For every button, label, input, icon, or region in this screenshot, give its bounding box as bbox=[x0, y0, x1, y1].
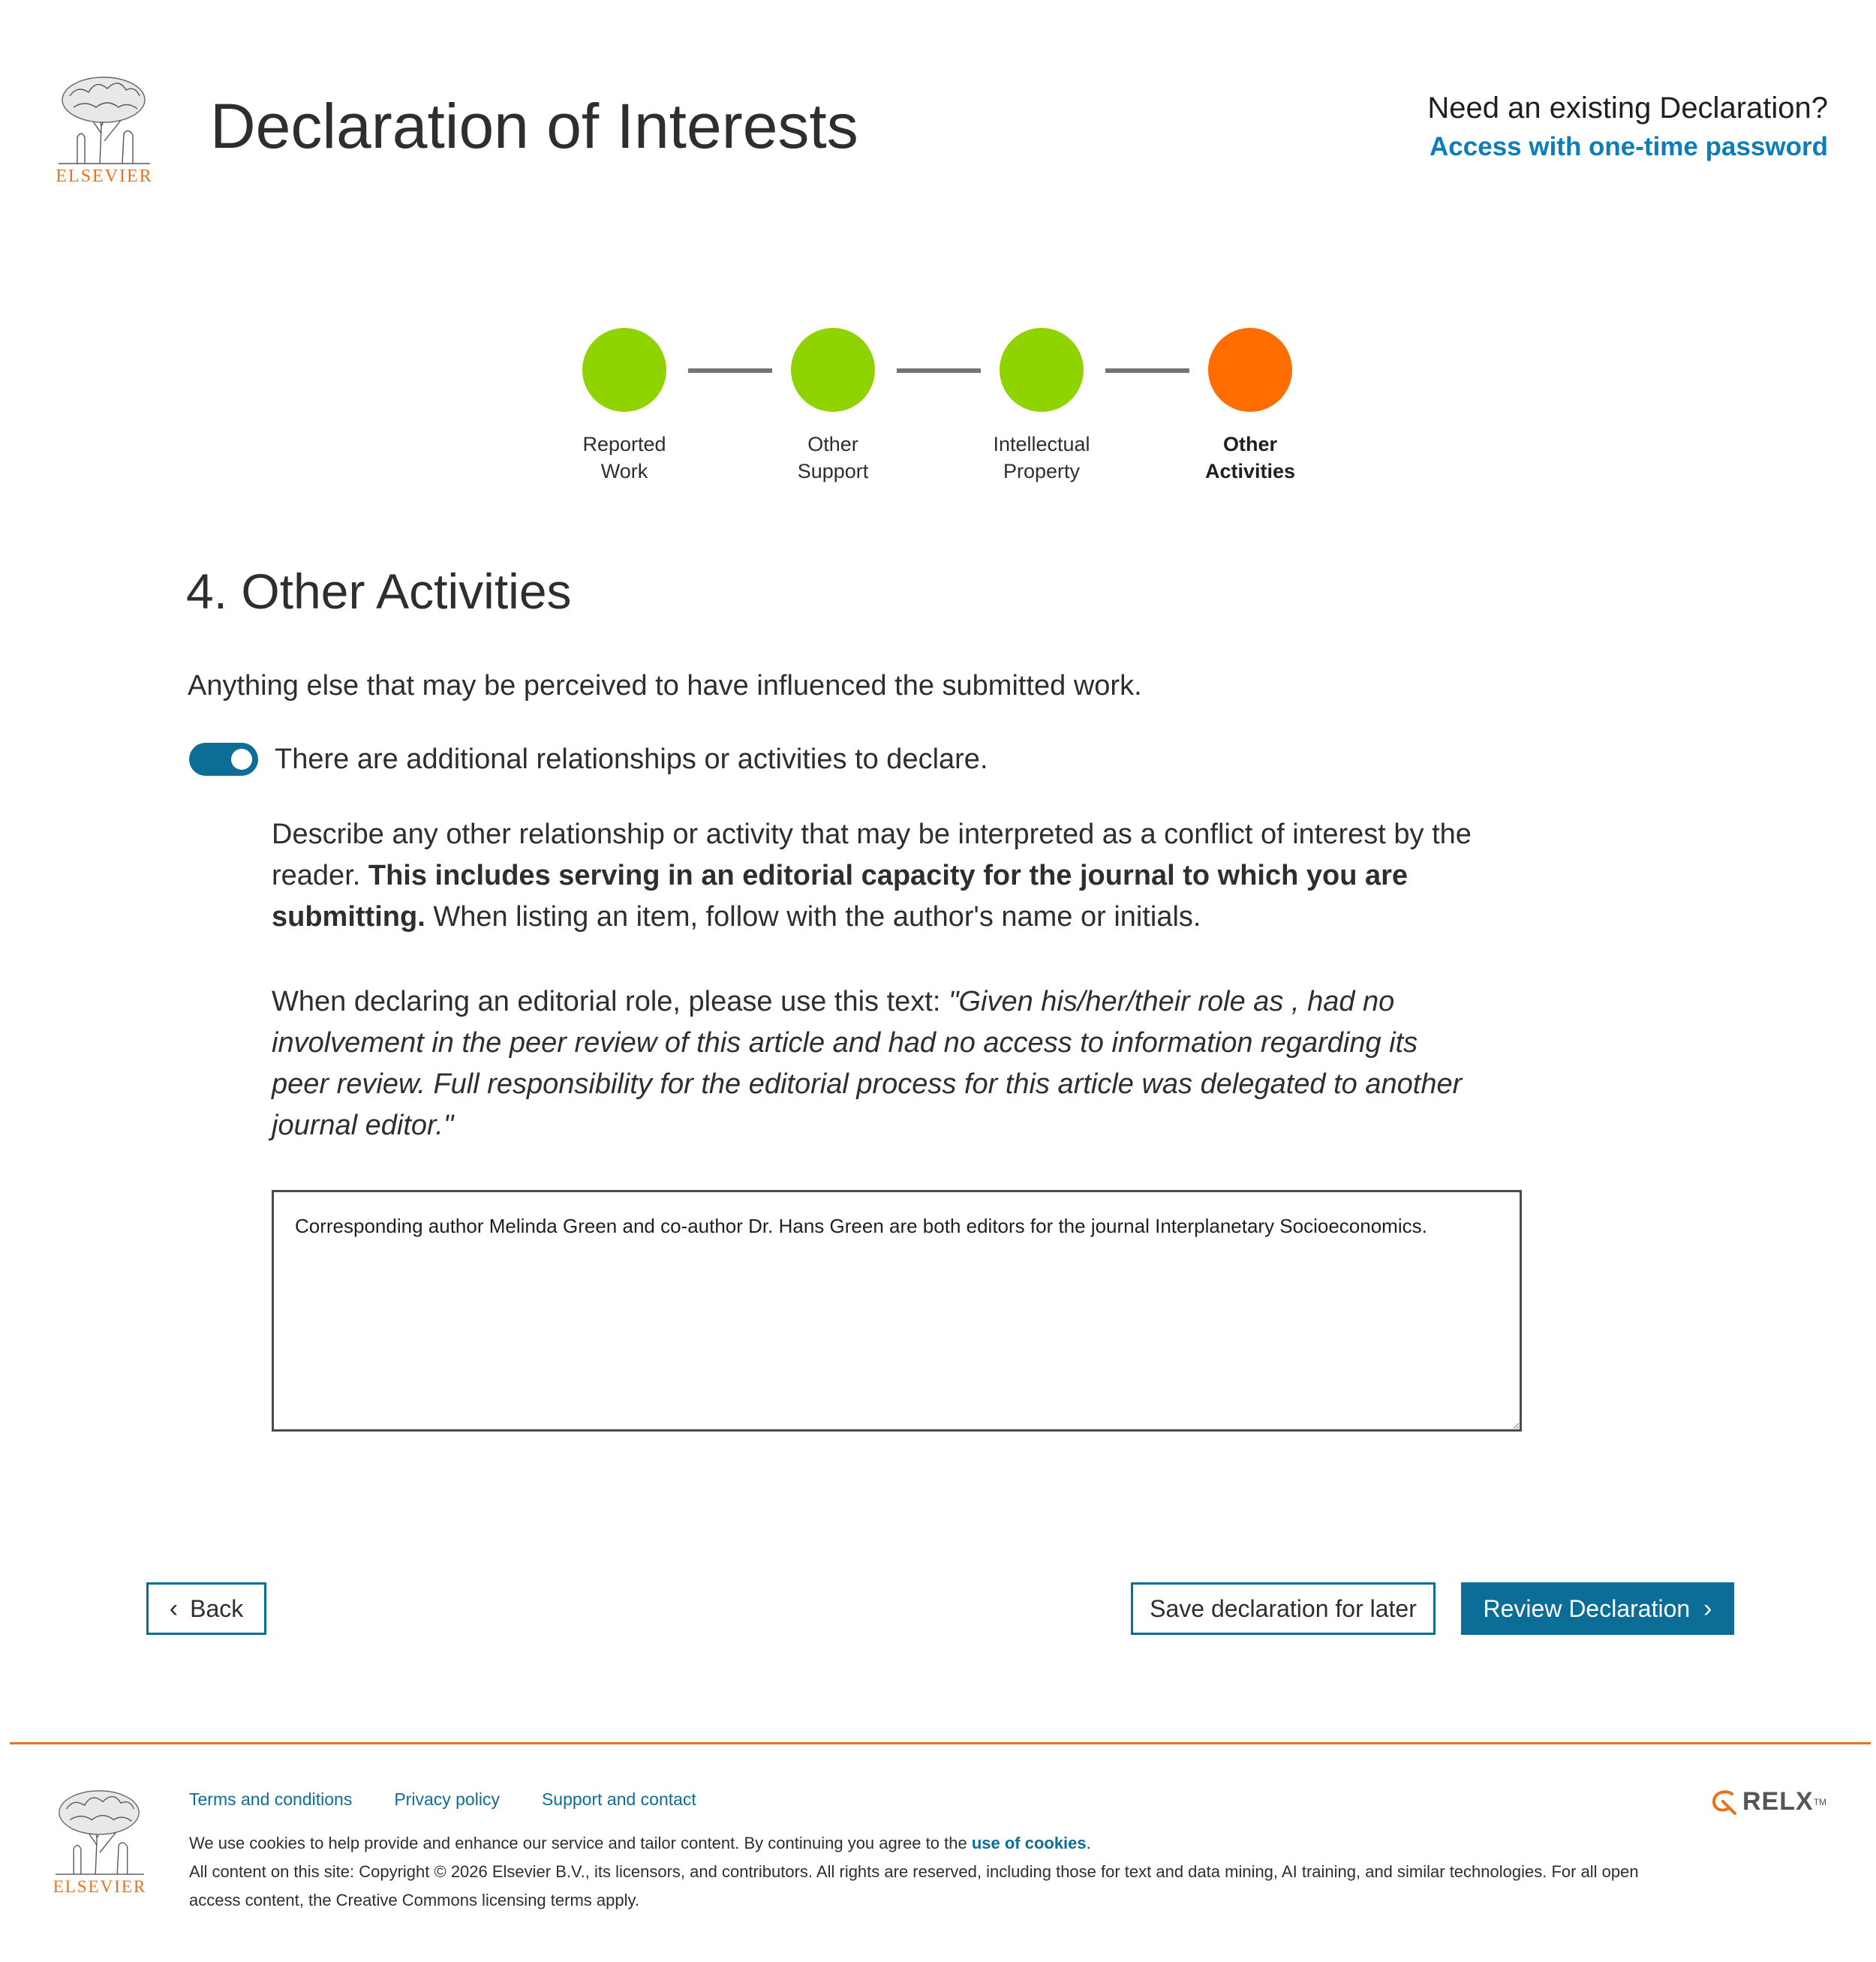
cookie-notice: We use cookies to help provide and enhance our service and tailor content. By continuing you agree to the use of cookies. bbox=[189, 1834, 1091, 1852]
save-for-later-button[interactable]: Save declaration for later bbox=[1131, 1582, 1436, 1635]
toggle-knob bbox=[231, 749, 252, 770]
chevron-right-icon: › bbox=[1703, 1594, 1712, 1623]
elsevier-tree-icon bbox=[55, 74, 154, 165]
description-text: Describe any other relationship or activity that may be interpreted as a conflict of interest by the reader. This includes serving in an editorial capacity for the journal to which you are submitting. When listing an item, follow with the author's name or initials. bbox=[272, 819, 1472, 933]
editorial-quote: "Given his/her/their role as , had no involvement in the peer review of this article and had no access to information regarding its peer review. Full responsibility for the editorial process for this article was delegated to another journal editor." bbox=[272, 986, 1463, 1141]
elsevier-logo[interactable] bbox=[55, 74, 154, 186]
cookies-link[interactable]: use of cookies bbox=[971, 1834, 1087, 1852]
step-other-support[interactable] bbox=[750, 328, 915, 485]
footer-divider bbox=[10, 1742, 1871, 1744]
relx-wordmark: RELX bbox=[1742, 1787, 1814, 1816]
relx-mark-icon bbox=[1709, 1789, 1739, 1815]
elsevier-wordmark: ELSEVIER bbox=[53, 1877, 147, 1896]
toggle-label: There are additional relationships or activities to declare. bbox=[275, 743, 988, 775]
editorial-role-text: When declaring an editorial role, please use this text: "Given his/her/their role as , had no involvement in the peer review of this article and had no access to information regarding its peer review. Full responsibility for the editorial process for this article was delegated to another journal editor." bbox=[272, 986, 1463, 1141]
terms-link[interactable]: Terms and conditions bbox=[189, 1789, 353, 1809]
step-complete-dot bbox=[582, 328, 666, 412]
step-current-dot bbox=[1208, 328, 1292, 412]
elsevier-wordmark: ELSEVIER bbox=[56, 167, 153, 186]
step-complete-dot bbox=[791, 328, 875, 412]
progress-stepper bbox=[0, 0, 1876, 525]
step-label: Other Support bbox=[797, 433, 869, 483]
privacy-link[interactable]: Privacy policy bbox=[394, 1789, 500, 1809]
elsevier-tree-icon bbox=[51, 1787, 149, 1876]
copyright-text: All content on this site: Copyright © 2026 Elsevier B.V., its licensors, and contributors. All rights are reserved, including those for text and data mining, AI training, and similar technologies. For all open access content, the Creative Commons licensing terms apply. bbox=[189, 1862, 1639, 1909]
review-declaration-button[interactable]: Review Declaration › bbox=[1461, 1582, 1734, 1635]
step-reported-work[interactable] bbox=[542, 328, 707, 485]
declare-toggle-row bbox=[189, 743, 988, 776]
activities-textarea[interactable] bbox=[272, 1190, 1522, 1432]
support-link[interactable]: Support and contact bbox=[541, 1789, 696, 1809]
chevron-left-icon: ‹ bbox=[169, 1594, 179, 1623]
step-label: Intellectual Property bbox=[993, 433, 1090, 483]
footer-elsevier-logo[interactable] bbox=[51, 1787, 149, 1897]
page-title: Declaration of Interests bbox=[210, 91, 858, 161]
step-intellectual-property[interactable] bbox=[959, 328, 1124, 485]
access-otp-link[interactable]: Access with one-time password bbox=[1430, 132, 1828, 161]
description-bold: This includes serving in an editorial capacity for the journal to which you are submitting. bbox=[272, 860, 1409, 933]
relx-logo[interactable] bbox=[1709, 1787, 1826, 1816]
back-button[interactable]: ‹ Back bbox=[146, 1582, 266, 1635]
footer-links bbox=[189, 1789, 696, 1810]
declare-toggle[interactable] bbox=[189, 743, 258, 776]
section-title: 4. Other Activities bbox=[186, 563, 572, 619]
step-label: Reported Work bbox=[582, 433, 666, 483]
step-complete-dot bbox=[1000, 328, 1084, 412]
relx-trademark: TM bbox=[1813, 1796, 1827, 1807]
footer-legal-text bbox=[189, 1829, 1652, 1915]
need-existing-text: Need an existing Declaration? bbox=[1427, 92, 1828, 125]
section-intro: Anything else that may be perceived to have influenced the submitted work. bbox=[188, 670, 1142, 702]
existing-declaration-panel bbox=[1427, 89, 1828, 162]
step-other-activities bbox=[1168, 328, 1333, 485]
step-label-current: Other Activities bbox=[1204, 433, 1296, 483]
